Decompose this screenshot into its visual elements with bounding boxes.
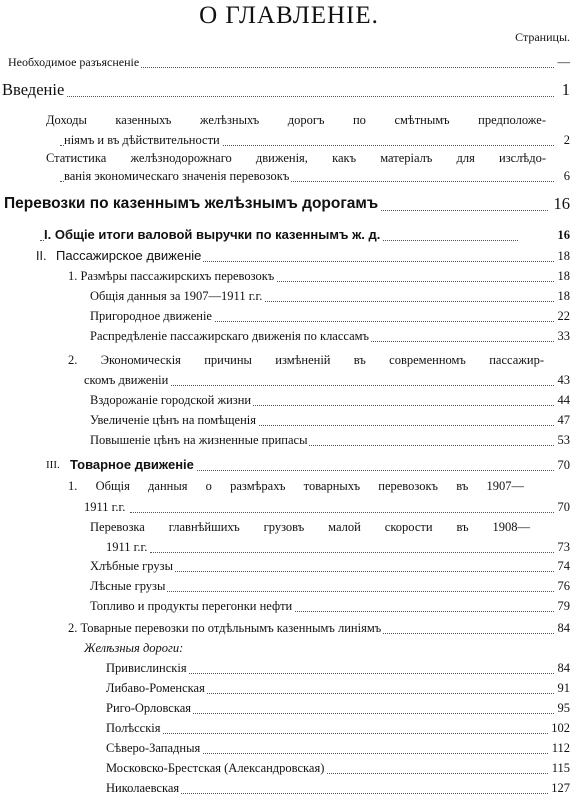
toc-entry-page: 22 xyxy=(557,309,570,323)
toc-entry-page: 84 xyxy=(557,661,570,675)
toc-entry-label: Лѣсные грузы xyxy=(90,576,167,596)
toc-entry[interactable] xyxy=(0,618,578,638)
toc-entry-label: Введеніе xyxy=(2,78,66,102)
toc-entry[interactable] xyxy=(0,78,578,102)
toc-entry-page: 33 xyxy=(557,329,570,343)
toc-entry-label: ванія экономическаго значенія перевозокъ xyxy=(64,166,291,186)
leader-dots xyxy=(106,732,548,734)
toc-entry-label: Риго-Орловская xyxy=(106,698,193,718)
toc-entry[interactable] xyxy=(0,718,578,738)
toc-entry-label: Повышеніе цѣнъ на жизненные припасы xyxy=(90,430,309,450)
toc-entry-label-line1: Доходы казенныхъ желѣзныхъ дорогъ по смѣтнымъ предположе- xyxy=(46,113,546,127)
toc-entry[interactable] xyxy=(0,738,578,758)
toc-entry-page: 2 xyxy=(563,133,570,147)
toc-entry[interactable] xyxy=(0,596,578,616)
toc-entry[interactable] xyxy=(0,326,578,346)
toc-entry-label: Привислинскія xyxy=(106,658,189,678)
toc-entry[interactable] xyxy=(0,266,578,286)
toc-entry-page: 127 xyxy=(551,781,570,795)
toc-entry-page: 70 xyxy=(557,458,570,472)
toc-entry-page: 6 xyxy=(563,169,570,183)
toc-entry-label: 2. Товарные перевозки по отдѣльнымъ казеннымъ линіямъ xyxy=(68,618,383,638)
toc-entry-page: 74 xyxy=(557,559,570,573)
toc-entry[interactable] xyxy=(0,678,578,698)
toc-entry-page: 16 xyxy=(557,228,570,242)
toc-entry[interactable] xyxy=(0,778,578,798)
toc-entry-page: — xyxy=(557,55,570,69)
toc-entry[interactable] xyxy=(0,698,578,718)
toc-entry[interactable] xyxy=(0,658,578,678)
toc-entry-page: 115 xyxy=(551,761,570,775)
toc-entry-page: 16 xyxy=(553,194,570,213)
toc-entry-label-line1: Статистика желѣзнодорожнаго движенія, какъ матеріалъ для изслѣдо- xyxy=(46,151,546,165)
toc-entry[interactable] xyxy=(0,537,578,557)
section-number: III. xyxy=(46,459,60,471)
railways-subheading xyxy=(0,638,578,658)
toc-entry-page: 95 xyxy=(557,701,570,715)
toc-entry-page: 1 xyxy=(561,80,570,99)
toc-entry[interactable] xyxy=(0,286,578,306)
toc-entry[interactable] xyxy=(0,246,578,266)
toc-entry-label: ніямъ и въ дѣйствительности xyxy=(64,130,222,150)
toc-entry-label: Распредѣленіе пассажирскаго движенія по классамъ xyxy=(90,326,371,346)
toc-entry[interactable] xyxy=(0,497,578,517)
toc-entry-page: 44 xyxy=(557,393,570,407)
page-title: О ГЛАВЛЕНІЕ. xyxy=(199,2,379,29)
toc-entry[interactable] xyxy=(0,758,578,778)
toc-entry-label-line1: Перевозка главнѣйшихъ грузовъ малой скорости въ 1908— xyxy=(90,520,530,534)
toc-entry[interactable] xyxy=(0,576,578,596)
leader-dots xyxy=(150,551,554,553)
leader-dots xyxy=(130,511,554,513)
toc-entry[interactable] xyxy=(0,166,578,186)
toc-entry-page: 18 xyxy=(557,249,570,263)
toc-entry[interactable] xyxy=(0,370,578,390)
toc-entry-page: 43 xyxy=(557,373,570,387)
toc-entry-label: скомъ движеніи xyxy=(84,370,170,390)
toc-entry-label: Увеличеніе цѣнъ на помѣщенія xyxy=(90,410,258,430)
toc-entry-page: 91 xyxy=(557,681,570,695)
toc-entry-label: Николаевская xyxy=(106,778,181,798)
toc-entry[interactable] xyxy=(0,556,578,576)
toc-entry-page: 53 xyxy=(557,433,570,447)
toc-entry-label: 1. Размѣры пассажирскихъ перевозокъ xyxy=(68,266,276,286)
toc-entry[interactable] xyxy=(0,130,578,150)
toc-entry[interactable] xyxy=(0,390,578,410)
toc-entry-label: Полѣсскія xyxy=(106,718,163,738)
pages-column-header: Страницы. xyxy=(515,30,570,44)
toc-entry-label: 1911 г.г. xyxy=(106,537,149,557)
toc-entry-label: Топливо и продукты перегонки нефти xyxy=(90,596,294,616)
toc-entry-label: Хлѣбные грузы xyxy=(90,556,175,576)
toc-entry-label: Товарное движеніе xyxy=(70,455,196,475)
toc-entry-label: Необходимое разъясненіе xyxy=(8,52,141,72)
toc-entry-label-line1: 2. Экономическія причины измѣненій въ современномъ пассажир- xyxy=(68,353,544,367)
toc-entry-page: 84 xyxy=(557,621,570,635)
toc-entry-page: 47 xyxy=(557,413,570,427)
toc-entry-label: Вздорожаніе городской жизни xyxy=(90,390,253,410)
toc-entry-label: 1911 г.г. xyxy=(84,497,127,517)
toc-entry[interactable] xyxy=(0,306,578,326)
toc-entry-page: 18 xyxy=(557,269,570,283)
toc-entry-label: Московско-Брестская (Александровская) xyxy=(106,758,326,778)
toc-entry[interactable] xyxy=(0,192,578,216)
section-number: II. xyxy=(36,249,47,263)
toc-entry[interactable] xyxy=(0,430,578,450)
toc-entry-page: 112 xyxy=(551,741,570,755)
toc-entry[interactable] xyxy=(0,52,578,72)
toc-entry-page: 18 xyxy=(557,289,570,303)
toc-entry-page: 76 xyxy=(557,579,570,593)
toc-entry-label-line1: 1. Общія данныя о размѣрахъ товарныхъ перевозокъ въ 1907— xyxy=(68,479,524,493)
toc-entry-label: Общія данныя за 1907—1911 г.г. xyxy=(90,286,264,306)
leader-dots xyxy=(10,95,554,97)
toc-entry-label: Перевозки по казеннымъ желѣзнымъ дорогамъ xyxy=(4,192,380,216)
toc-entry-label: Либаво-Роменская xyxy=(106,678,207,698)
toc-entry[interactable] xyxy=(0,410,578,430)
toc-entry-label: Пассажирское движеніе xyxy=(56,246,203,266)
toc-entry-page: 73 xyxy=(557,540,570,554)
toc-entry-label: Сѣверо-Западныя xyxy=(106,738,202,758)
toc-entry-label: I. Общіе итоги валовой выручки по казеннымъ ж. д. xyxy=(44,225,382,245)
toc-entry[interactable] xyxy=(0,225,578,245)
toc-entry-page: 79 xyxy=(557,599,570,613)
toc-entry-label: Пригородное движеніе xyxy=(90,306,214,326)
toc-entry-page: 102 xyxy=(551,721,570,735)
toc-entry-page: 70 xyxy=(557,500,570,514)
toc-entry[interactable] xyxy=(0,455,578,475)
toc-subheading-label: Желѣзныя дороги: xyxy=(84,638,185,658)
